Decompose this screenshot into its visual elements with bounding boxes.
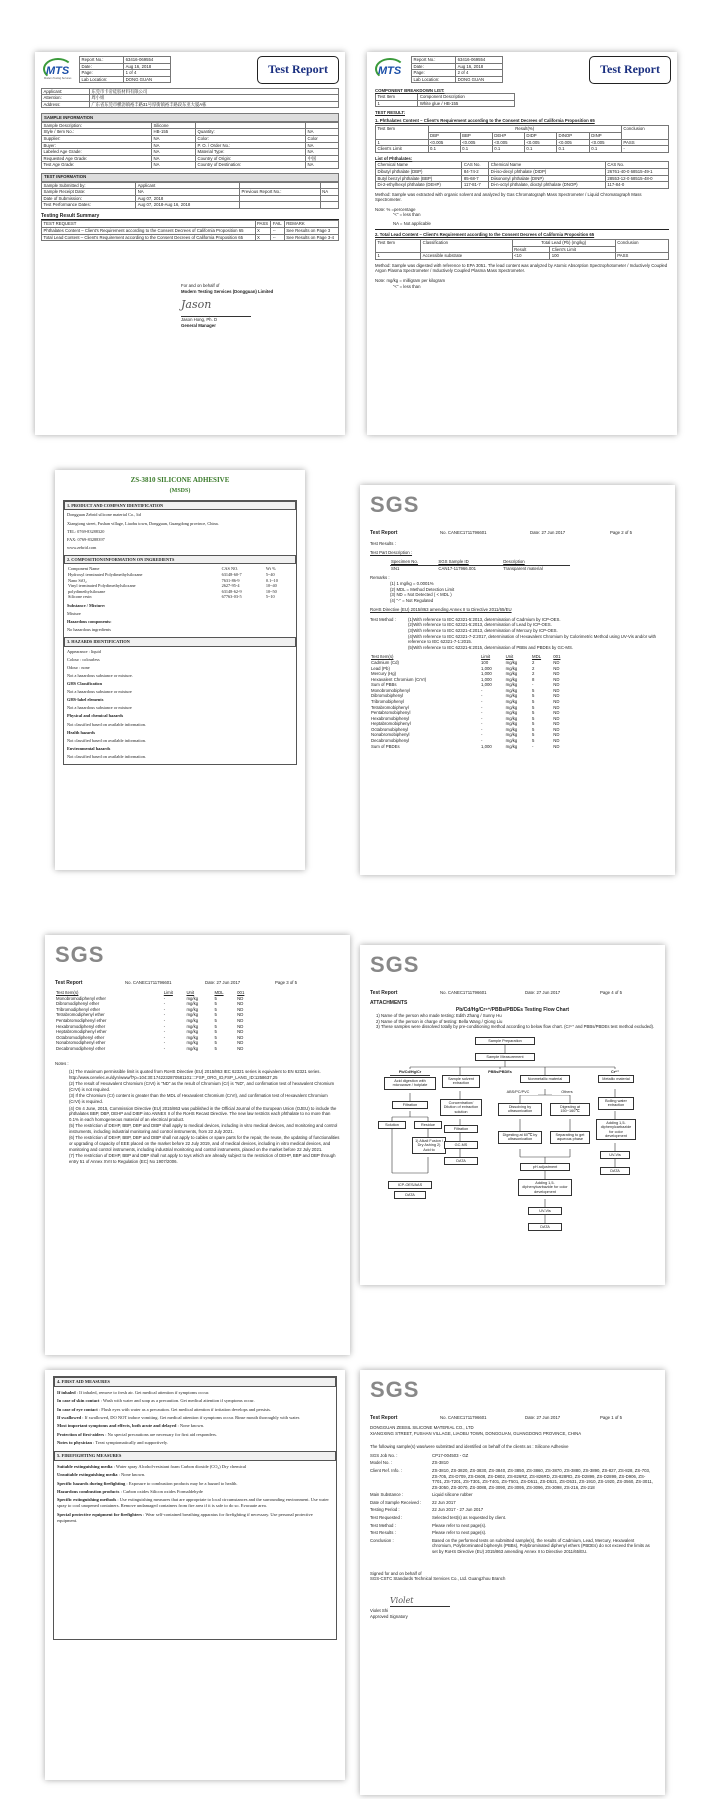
table-row: Tribromodiphenyl ether - mg/kg 5 ND bbox=[56, 1006, 244, 1012]
table-row: Monobromodiphenyl ether - mg/kg 5 ND bbox=[56, 995, 244, 1001]
text-line: (1)With reference to IEC 62321-5:2013, determination of Cadmium by ICP-OES. bbox=[408, 616, 561, 622]
table-row: Buyer: NA P. O. / Order No.: NA bbox=[42, 142, 339, 149]
phthalate-list-heading: List of Phthalates: bbox=[375, 155, 413, 161]
table-row: Style / Item No.: HB-155 Quantity: NA bbox=[42, 129, 339, 136]
table-row: Sample Receipt Date: NA Previous Report No.: NA bbox=[42, 189, 339, 196]
table-row: Report No.: 63416-069554 bbox=[80, 57, 171, 64]
note-item: (3) If the Chromium (Cr) content is greater than the MDL of Hexavalent Chromium (CrVI), and confirmation test of Hexavalent Chromium (CrVI) is required. bbox=[69, 1093, 328, 1104]
note-1: Note: % =percentage bbox=[375, 206, 416, 212]
measure-item: Unsuitable extinguishing media : None known. bbox=[57, 1472, 146, 1478]
info-row: Main Substance : Liquid silicone rubber bbox=[370, 1492, 473, 1498]
signer-name: Jason Hong, Ph. D bbox=[181, 316, 251, 323]
phthalates-heading: 1. Phthalates Content – Client's Requirement according to the Consent Decrees of California Proposition 65 bbox=[375, 117, 595, 123]
test-result-heading: TEST RESULT: bbox=[375, 110, 405, 116]
table-row: Monobromobiphenyl - mg/kg 5 ND bbox=[371, 687, 560, 693]
measure-item: Suitable extinguishing media : Water spray Alcohol-resistant foam Carbon dioxide (CO₂) Dry chemical bbox=[57, 1464, 247, 1470]
measure-item: Specific hazards during firefighting : Exposure to combustion products may be a hazard to health. bbox=[57, 1480, 238, 1486]
testing-flow-chart: Sample Preparation Sample Measurement Pb/Cd/Hg/Cr PBBs/PBDEs Cr⁶⁺ Acid digestion with microwave / hotplate Filtration Solution Residue 1) Alkali Fusion / Dry Ashing 2) Acid to ICP-OES/AAS DATA Sample solvent extraction Concentration/ Dilution of extraction solution Filtration GC-MS DATA Nonmetallic material ABS/PC/PVC Others Dissolving by ultrasonication Digesting at 150~160℃ Digesting at 60℃ by ultrasonication Separating to get aqueous phase pH adjustment Adding 1,5-diphenylcarbazide for color development UV-Vis DATA Metallic material Boiling water extraction Adding 1,5-diphenylcarbazide for color development UV-Vis DATA bbox=[370, 1033, 655, 1273]
table-row: Date: Aug 16, 2018 bbox=[412, 63, 503, 70]
signature-image: Jason bbox=[181, 298, 212, 312]
table-row: Nonabromodiphenyl ether - mg/kg 5 ND bbox=[56, 1040, 244, 1046]
info-row: SGS Job No. : CP17-004503 - GZ bbox=[370, 1452, 469, 1458]
table-row: Test Age Grade: NA Country of Destination: NA bbox=[42, 162, 339, 169]
measure-item: Specific extinguishing methods : Use extinguishing measures that are appropriate to local circumstances and the surrounding environment. Use water spray to cool unopened containers. Remove undamaged containers from fire area if it is safe to do so. Evacuate area. bbox=[57, 1497, 329, 1509]
lead-heading: 2. Total Lead Content – Client's Requirement according to the Consent Decrees of California Proposition 65 bbox=[375, 231, 595, 237]
table-row: Cadmium (Cd) 100 mg/kg 2 ND bbox=[371, 659, 560, 665]
sgs-report-page-1: SGS Test Report No. CANEC1711796601 Date: 27 Jun 2017 Page 1 of 5 DONGGUAN ZEBSIL SILICONE MATERIAL CO., LTD XIANGXING STREET, FUSHAN VILLAGE, LIAOBU TOWN, DONGGUAN, GUANGDONG PROVINCE, CHINA The following sample(s) was/were submitted and identified on behalf of the clients as : Silicone Adhesive SGS Job No. : CP17-004503 - GZ Model No. : ZS-3810 Client Ref. Info. : ZS-3810, ZS-3820, ZS-3830, ZS-3840, ZS-3850, ZS-3860, ZS-3870, ZS-3880, ZS-3890, ZS-827, ZS-828, ZS-703, ZS-705, ZS-D709, ZS-D608, ZS-D802, ZS-826RZ, ZS-826RD, ZS-828RD, ZS-D2899, ZS-D2899, ZS-D906, ZS-T701, ZS-T201, ZS-T301, ZS-T401, ZS-T501, ZS-D511, ZS-D521, ZS-D531, ZS-1910, ZS-1920, ZS-3560, ZS-3011, ZS-3050, ZS-3070, ZS-3088, ZS-3090, ZS-3095, ZS-3096, ZS-3098, ZS-216, ZS-218 Main Substance : Liquid silicone rubber Date of Sample Received : 22 Jun 2017 Testing Period : 22 Jun 2017 - 27 Jun 2017 Test Requested : Selected test(s) as requested by client. Test Method : Please refer to next page(s). Test Results : Please refer to next page(s). Conclusion : Based on the performed tests on submitted sample(s), the results of Cadmium, Lead, Mercury, Hexavalent chromium, Polybrominated biphenyls (PBBs), Polybrominated diphenyl ethers (PBDEs) do not exceed the limits as set by RoHS Directive (EU) 2015/863 amending Annex II to Directive 2011/65/EU. Signed for and on behalf of SGS-CSTC Standards Technical Services Co., Ltd. Guangzhou Branch Violet Violet Shi Approved Signatory bbox=[360, 1370, 665, 1795]
table-row: Pentabromobiphenyl - mg/kg 5 ND bbox=[371, 710, 560, 716]
fc-sample-measurement: Sample Measurement bbox=[475, 1053, 535, 1061]
rohs-results-table: Test Item(s) Limit Unit MDL 001 Cadmium (Cd) 100 mg/kg 2 ND Lead (Pb) 1,000 mg/kg 2 ND Mercury (Hg) 1,000 mg/kg 2 ND Hexavalent Chromium (CrVI) 1,000 mg/kg 8 ND Sum of PBBs 1,000 mg/kg - ND Monobromobiphenyl - mg/kg 5 ND Dibromobiphenyl - mg/kg 5 ND Tribromobiphenyl - mg/kg 5 ND Tetrabromobiphenyl - mg/kg 5 ND Pentabromobiphenyl - mg/kg 5 ND Hexabromobiphenyl - mg/kg 5 ND Heptabromobiphenyl - mg/kg 5 ND Octabromobiphenyl - mg/kg 5 ND Nonabromobiphenyl - mg/kg 5 ND Decabromobiphenyl - mg/kg 5 ND Sum of PBDEs 1,000 mg/kg - ND bbox=[370, 654, 570, 749]
text-line: (3)With reference to IEC 62321-4:2013, determination of Mercury by ICP-OES. bbox=[408, 628, 558, 634]
sgs-logo: SGS bbox=[370, 492, 420, 517]
on-behalf: For and on behalf of bbox=[181, 283, 220, 289]
table-row: Octabromodiphenyl ether - mg/kg 5 ND bbox=[56, 1034, 244, 1040]
table-row: Sample Submitted by: Applicant bbox=[42, 182, 339, 189]
client-address: XIANGXING STREET, FUSHAN VILLAGE, LIAOBU TOWN, DONGGUAN, GUANGDONG PROVINCE, CHINA bbox=[370, 1430, 582, 1436]
info-row: Test Results : Please refer to next page(s). bbox=[370, 1530, 487, 1536]
measure-item: Most important symptoms and effects, both acute and delayed : None known. bbox=[57, 1423, 205, 1429]
table-row: polydimethylsiloxane 63148-62-9 10~50 bbox=[68, 588, 277, 594]
table-row: Hydroxyl terminated Polydimethylsiloxane 63148-60-7 5~40 bbox=[68, 572, 275, 578]
table-row: Hexabromodiphenyl ether - mg/kg 5 ND bbox=[56, 1023, 244, 1029]
sgs-report-page-4: SGS Test Report No. CANEC1711796601 Date: 27 Jun 2017 Page 4 of 5 ATTACHMENTS Pb/Cd/Hg/Cr⁶⁺/PBBs/PBDEs Testing Flow Chart 1) Name of the person who made testing: Edith Zhang / Sunny Hu 2) Name of the person in charge of testing: Bella Wang / Qiong Liu 3) These samples were dissolved totally by pre-conditioning method according to below flow chart. (Cr⁶⁺ and PBBs/PBDEs test method excluded). Sample Preparation Sample Measurement Pb/Cd/Hg/Cr PBBs/PBDEs Cr⁶⁺ Acid digestion with microwave / hotplate Filtration Solution Residue 1) Alkali Fusion / Dry Ashing 2) Acid to ICP-OES/AAS DATA Sample solvent extraction Concentration/ Dilution of extraction solution Filtration GC-MS DATA Nonmetallic material ABS/PC/PVC Others Dissolving by ultrasonication Digesting at 150~160℃ Digesting at 60℃ by ultrasonication Separating to get aqueous phase pH adjustment Adding 1,5-diphenylcarbazide for color development UV-Vis DATA Metallic material Boiling water extraction Adding 1,5-diphenylcarbazide for color development UV-Vis DATA bbox=[360, 945, 665, 1285]
table-row: Di-2-ethylhexyl phthalate (DEHP) 117-81-7 Di-n-octyl phthalate, dioctyl phthalate (DNOP) 117-84-0 bbox=[376, 182, 669, 189]
component-list-heading: COMPONENT BREAKDOWN LIST: bbox=[375, 87, 445, 93]
table-row: Tetrabromobiphenyl - mg/kg 5 ND bbox=[371, 704, 560, 710]
applicant-table bbox=[41, 88, 339, 109]
info-row: Conclusion : Based on the performed tests on submitted sample(s), the results of Cadmium, Lead, Mercury, Hexavalent chromium, Polybrominated biphenyls (PBBs), Polybrominated diphenyl ethers (PBDEs) do not exceed the limits as set by RoHS Directive (EU) 2015/863 amending Annex II to Directive 2011/65/EU. bbox=[370, 1537, 650, 1554]
sgs-logo: SGS bbox=[370, 952, 420, 977]
method-1: Method: Sample was extracted with organic solvent and analyzed by Gas Chromatograph Mass Spectrometer / Liquid Chromatograph Mass Spectrometer. bbox=[375, 191, 642, 203]
client-name: DONGGUAN ZEBSIL SILICONE MATERIAL CO., LTD bbox=[370, 1425, 474, 1431]
sgs-report-page-2: SGS Test Report No. CANEC1711796601 Date: 27 Jun 2017 Page 2 of 5 Test Results : Test Part Description : Specimen No. SGS Sample ID Description SN1 CAN17-117966.001 Transparent material Remarks : (1) 1 mg/kg = 0.0001% (2) MDL = Method Detection Limit (3) ND = Not Detected ( < MDL ) (4) "-" = Not Regulated RoHS Directive (EU) 2015/863 amending Annex II to Directive 2011/65/EU Test Method : (1)With reference to IEC 62321-5:2013, determination of Cadmium by ICP-OES. (2)With reference to IEC 62321-5:2013, determination of Lead by ICP-OES. (3)With reference to IEC 62321-4:2013, determination of Mercury by ICP-OES. (4)With reference to IEC 62321-7-2:2017, determination of Hexavalent Chromium by Colorimetric Method using UV-Vis and/or with reference to IEC 62321-7-1:2015. (5)With reference to IEC 62321-6:2015, determination of PBBs and PBDEs by GC-MS. Test Item(s) Limit Unit MDL 001 Cadmium (Cd) 100 mg/kg 2 ND Lead (Pb) 1,000 mg/kg 2 ND Mercury (Hg) 1,000 mg/kg 2 ND Hexavalent Chromium (CrVI) 1,000 mg/kg 8 ND Sum of PBBs 1,000 mg/kg - ND Monobromobiphenyl - mg/kg 5 ND Dibromobiphenyl - mg/kg 5 ND Tribromobiphenyl - mg/kg 5 ND Tetrabromobiphenyl - mg/kg 5 ND Pentabromobiphenyl - mg/kg 5 ND Hexabromobiphenyl - mg/kg 5 ND Heptabromobiphenyl - mg/kg 5 ND Octabromobiphenyl - mg/kg 5 ND Nonabromobiphenyl - mg/kg 5 ND Decabromobiphenyl - mg/kg 5 ND Sum of PBDEs 1,000 mg/kg - ND bbox=[360, 485, 675, 875]
measure-item: In case of eye contact : Flush eyes with water as a precaution. Get medical attention if irritation develops and persists. bbox=[57, 1406, 271, 1412]
table-row: Date of Submission: Aug 07, 2018 bbox=[42, 195, 339, 202]
table-row: Phthalates Content – Client's Requirement according to the Consent Decrees of California Proposition 65 X -- See Results on Page 3 bbox=[42, 227, 339, 234]
table-row: Vinyl terminated Polydimethylsiloxane 2627-95-4 10~40 bbox=[68, 583, 277, 589]
section-4-heading: 4. FIRST AID MEASURES bbox=[54, 1377, 336, 1387]
report-title: Test Report bbox=[589, 56, 671, 84]
report-title: Test Report bbox=[257, 56, 339, 84]
measure-item: Notes to physician : Treat symptomatically and supportively. bbox=[57, 1439, 168, 1445]
summary-table: TEST REQUEST PASS FAIL REMARK Phthalates Content – Client's Requirement according to the Consent Decrees of California Proposition 65 X -- See Results on Page 3 Total Lead Content – Client's Requirement according to the Consent Decrees of California Proposition 65 X -- See Results on Page 3-4 bbox=[41, 220, 339, 241]
table-row: Labeled Age Grade: NA Material Type: NA bbox=[42, 149, 339, 156]
table-row: Butyl benzyl phthalate (BBP) 85-68-7 Diisononyl phthalate (DINP) 28553-12-0 68515-48-0 bbox=[376, 175, 669, 182]
table-row: Page: 1 of 4 bbox=[80, 70, 171, 77]
table-row: Address: 广东省东莞市横沥镇裕丰路31号厚街镇裕丰路段东亚大厦A栋 bbox=[42, 101, 339, 108]
composition-table: Component Name CAS NO. Wt % Hydroxyl terminated Polydimethylsiloxane 63148-60-7 5~40 Nano SiO₂ 7631-86-9 0.1~10 Vinyl terminated Polydimethylsiloxane 2627-95-4 10~40 polydimethylsiloxane 63148-62-9 10~50 Silicone resin 67763-03-5 5~10 bbox=[67, 566, 293, 599]
mts-report-page-1 bbox=[35, 52, 345, 435]
msds-page-1: ZS-3810 SILICONE ADHESIVE (MSDS) 1. PRODUCT AND COMPANY IDENTIFICATION Dongguan Zebrid silicone material Co., ltd Xiangtong street, Fushan village, Liaobu town, Dongguan, Guangdong province, China. TEL: 0769-83288320 FAX: 0769-83288397 www.zebrid.com 2. COMPOSITION/INFORMATION ON INGREDIENTS Component Name CAS NO. Wt % Hydroxyl terminated Polydimethylsiloxane 63148-60-7 5~40 Nano SiO₂ 7631-86-9 0.1~10 Vinyl terminated Polydimethylsiloxane 2627-95-4 10~40 polydimethylsiloxane 63148-62-9 10~50 Silicone resin 67763-03-5 5~10 Substance / Mixture: Mixture Hazardous components: No hazardous ingredients 3. HAZARDS IDENTIFICATION Appearance : liquid Colour : colourless Odour : none Not a hazardous substance or mixture. GHS Classification Not a hazardous substance or mixture GHS-label elements Not a hazardous substance or mixture Physical and chemical hazards Not classified based on available information. Health hazards Not classified based on available information. Environmental hazards Not classified based on available information. bbox=[55, 470, 305, 870]
table-row: Silicone resin 67763-03-5 5~10 bbox=[68, 594, 275, 600]
note-item: (6) The restriction of DEHP, BBP, DBP and DIBP shall not apply to cables or spare parts for the repair, the reuse, the updating of functionalities or upgrading of capacity of EEE placed on the market before 22 July 2019, and of medical devices, including in vitro medical devices, and monitoring and control instruments, including industrial monitoring and control instruments, placed on the market before 22 July 2021. bbox=[69, 1135, 340, 1152]
test-info-heading: TEST INFORMATION bbox=[41, 173, 339, 182]
text-line: (2)With reference to IEC 62321-5:2013, determination of Lead by ICP-OES. bbox=[408, 622, 552, 628]
note-item: (2) The result of Hexavalent Chromium (CrVI) is "ND" as the result of Chromium (Cr) is "ND", and confirmation test of hexavalent Chromium (CrVI) is not required. bbox=[69, 1081, 335, 1092]
test-info-table bbox=[41, 182, 339, 209]
section-5-heading: 5. FIREFIGHTING MEASURES bbox=[54, 1451, 336, 1461]
measure-item: If swallowed : If swallowed, DO NOT induce vomiting. Get medical attention if symptoms occur. Rinse mouth thoroughly with water. bbox=[57, 1414, 301, 1420]
note-item: (5) The restriction of DEHP, BBP, DBP and DIBP shall apply to medical devices, including in vitro medical devices, and monitoring and control instruments, including industrial monitoring and control instruments, from 22 July 2021. bbox=[69, 1123, 338, 1134]
table-row: Tetrabromodiphenyl ether - mg/kg 5 ND bbox=[56, 1012, 244, 1018]
table-row: Dibromodiphenyl ether - mg/kg 5 ND bbox=[56, 1001, 244, 1007]
table-row: Lab Location: DONG GUAN bbox=[412, 76, 503, 83]
lead-table: Test Item Classification Total Lead (Pb) (mg/kg) Conclusion Result Client's Limit 1 Accessible substrate <10 100 PASS bbox=[375, 239, 669, 260]
msds-subtitle: (MSDS) bbox=[169, 488, 191, 495]
measure-item: Hazardous combustion products : Carbon oxides Silicon oxides Formaldehyde bbox=[57, 1489, 203, 1495]
attachments-heading: ATTACHMENTS bbox=[370, 1000, 408, 1007]
table-row: Nano SiO₂ 7631-86-9 0.1~10 bbox=[68, 577, 278, 583]
table-row: Report No.: 63416-069554 bbox=[412, 57, 503, 64]
note-item: (1) The maximum permissible limit is quoted from RoHS Directive (EU) 2015/863 IEC 62321 series is equivalent to EN 62321 series. http://www.cenelec.eu/dyn/www/f?p=104:30:1742232870581101::::FSP_ORG_ID,FSP_LANG_ID:1258637,25 bbox=[69, 1069, 321, 1080]
table-row: Decabromobiphenyl - mg/kg 5 ND bbox=[371, 738, 560, 744]
fc-sample-preparation: Sample Preparation bbox=[475, 1037, 535, 1045]
table-row: Octabromobiphenyl - mg/kg 5 ND bbox=[371, 726, 560, 732]
table-row: Decabromodiphenyl ether - mg/kg 5 ND bbox=[56, 1045, 244, 1051]
text-line: (5)With reference to IEC 62321-6:2015, determination of PBBs and PBDEs by GC-MS. bbox=[408, 644, 574, 650]
table-row: Sum of PBDEs 1,000 mg/kg - ND bbox=[371, 743, 560, 749]
table-row: Requested Age Grade: NA Country of Origin: 中国 bbox=[42, 155, 339, 162]
table-row: Applicant: 东莞市卡帝硅胶材料有限公司 bbox=[42, 88, 339, 95]
measure-item: Protection of first-aiders : No special precautions are necessary for first aid responders. bbox=[57, 1431, 217, 1437]
report-header-table bbox=[411, 56, 503, 83]
table-row: Sample Description: Silicone bbox=[42, 122, 339, 129]
section-1-heading: 1. PRODUCT AND COMPANY IDENTIFICATION bbox=[64, 501, 296, 511]
rohs-heading: RoHS Directive (EU) 2015/863 amending Annex II to Directive 2011/65/EU bbox=[370, 607, 512, 613]
info-row: Date of Sample Received : 22 Jun 2017 bbox=[370, 1499, 456, 1505]
measure-item: In case of skin contact : Wash with water and soap as a precaution. Get medical attention if symptoms occur. bbox=[57, 1398, 255, 1404]
note-item: (4) On 4 June, 2015, Commission Directive (EU) 2015/863 was published in the Official Journal of the European Union (OJEU) to include the phthalates BBP, DBP, DEHP and DIBP into ANNEX II of the RoHS Recast Directive. The new law restricts each phthalate to no more than 0.1% in each homogeneous material of an electrical product. bbox=[69, 1105, 337, 1122]
table-row: Test Performance Dates: Aug 07, 2018-Aug 16, 2018 bbox=[42, 202, 339, 209]
table-row: Hexabromobiphenyl - mg/kg 5 ND bbox=[371, 715, 560, 721]
msds-title: ZS-3810 SILICONE ADHESIVE bbox=[130, 476, 230, 484]
mts-report-page-2: MTS Report No.: 63416-069554 Date: Aug 16, 2018 Page: 2 of 4 Lab Location: DONG GUAN Test Report COMPONENT BREAKDOWN LIST: Test Item Component Description 1 White glue / HB-155 TEST RESULT: 1. Phthalates Content – Client's Requirement according to the Consent Decrees of California Proposition 65 Test Item Result(%) Conclusion DBP BBP DEHP DIDP DINOP DINP 1 <0.005 <0.005 <0.005 <0.005 <0.005 <0.005 PASS Client's Limit 0.1 0.1 0.1 0.1 0.1 0.1 - List of Phthalates: Chemical Name CAS No. Chemical Name CAS No. Dibutyl phthalate (DBP) 84-74-2 Di-iso-decyl phthalate (DIDP) 26761-40-0 68515-49-1 Butyl benzyl phthalate (BBP) 85-68-7 Diisononyl phthalate (DINP) 28553-12-0 68515-48-0 Di-2-ethylhexyl phthalate (DEHP) 117-81-7 Di-n-octyl phthalate, dioctyl phthalate (DNOP) 117-84-0 Method: Sample was extracted with organic solvent and analyzed by Gas Chromatograph Mass Spectrometer / Liquid Chromatograph Mass Spectrometer. Note: % =percentage “<” = less than NA = Not applicable 2. Total Lead Content – Client's Requirement according to the Consent Decrees of California Proposition 65 Test Item Classification Total Lead (Pb) (mg/kg) Conclusion Result Client's Limit 1 Accessible substrate <10 100 PASS Method: Sample was digested with reference to EPA 3051. The lead content was analyzed by Atomic Absorption Spectrophotometer / Inductively Coupled Argon Plasma Spectrometer / Inductively Coupled Plasma Mass Spectrometer. Note: mg/kg = milligram per kilogram “<” = less than bbox=[367, 52, 677, 435]
section-2-heading: 2. COMPOSITION/INFORMATION ON INGREDIENTS bbox=[64, 555, 296, 565]
phthalates-table: Test Item Result(%) Conclusion DBP BBP DEHP DIDP DINOP DINP 1 <0.005 <0.005 <0.005 <0.005 <0.005 <0.005 PASS Client's Limit 0.1 0.1 0.1 0.1 0.1 0.1 - bbox=[375, 125, 669, 152]
table-row: Hexavalent Chromium (CrVI) 1,000 mg/kg 8 ND bbox=[371, 676, 560, 682]
summary-heading: Testing Result Summary bbox=[41, 213, 339, 221]
table-row: Total Lead Content – Client's Requirement according to the Consent Decrees of California Proposition 65 X -- See Results on Page 3-4 bbox=[42, 234, 339, 241]
mts-logo: MTS Modern Testing Services bbox=[41, 57, 75, 83]
method-2: Method: Sample was digested with reference to EPA 3051. The lead content was analyzed by Atomic Absorption Spectrophotometer / Inductively Coupled Argon Plasma Spectrometer / Inductively Coupled Plasma Mass Spectrometer. bbox=[375, 262, 668, 274]
msds-page-2 bbox=[45, 1370, 345, 1780]
info-row: Test Method : Please refer to next page(s). bbox=[370, 1522, 487, 1528]
info-row: Model No. : ZS-3810 bbox=[370, 1460, 449, 1466]
specimen-table: Specimen No. SGS Sample ID Description SN1 CAN17-117966.001 Transparent material bbox=[390, 559, 570, 571]
info-row: Client Ref. Info. : ZS-3810, ZS-3820, ZS-3830, ZS-3840, ZS-3850, ZS-3860, ZS-3870, ZS-3880, ZS-3890, ZS-827, ZS-828, ZS-703, ZS-705, ZS-D709, ZS-D608, ZS-D802, ZS-826RZ, ZS-826RD, ZS-828RD, ZS-D2899, ZS-D2899, ZS-D906, ZS-T701, ZS-T201, ZS-T301, ZS-T401, ZS-T501, ZS-D511, ZS-D521, ZS-D531, ZS-1910, ZS-1920, ZS-3560, ZS-3011, ZS-3050, ZS-3070, ZS-3088, ZS-3090, ZS-3095, ZS-3096, ZS-3098, ZS-216, ZS-218 bbox=[370, 1467, 653, 1490]
table-row: Lab Location: DONG GUAN bbox=[80, 76, 171, 83]
phthalate-list-table: Chemical Name CAS No. Chemical Name CAS No. Dibutyl phthalate (DBP) 84-74-2 Di-iso-decyl phthalate (DIDP) 26761-40-0 68515-49-1 Butyl benzyl phthalate (BBP) 85-68-7 Diisononyl phthalate (DINP) 28553-12-0 68515-48-0 Di-2-ethylhexyl phthalate (DEHP) 117-81-7 Di-n-octyl phthalate, dioctyl phthalate (DNOP) 117-84-0 bbox=[375, 161, 669, 188]
mts-logo: MTS bbox=[373, 57, 407, 83]
sample-info-table bbox=[41, 122, 339, 169]
sample-info-heading: SAMPLE INFORMATION bbox=[41, 113, 339, 122]
table-row: Heptabromobiphenyl - mg/kg 5 ND bbox=[371, 721, 560, 727]
table-row: Page: 2 of 4 bbox=[412, 70, 503, 77]
table-row: Mercury (Hg) 1,000 mg/kg 2 ND bbox=[371, 671, 560, 677]
flowchart-title: Pb/Cd/Hg/Cr⁶⁺/PBBs/PBDEs Testing Flow Chart bbox=[455, 1006, 570, 1013]
table-row: Dibromobiphenyl - mg/kg 5 ND bbox=[371, 693, 560, 699]
component-table: Test Item Component Description 1 White glue / HB-155 bbox=[375, 93, 515, 107]
note-item: (7) The restriction of DEHP, BBP and DBP shall not apply to toys which are already subject to the restriction of DEHP, BBP and DBP through entry 51 of Annex XVII to Regulation (EC) No 1907/2006. bbox=[69, 1153, 336, 1164]
company-name: Modern Testing Services (Dongguan) Limited bbox=[181, 288, 274, 294]
table-row: Heptabromodiphenyl ether - mg/kg 5 ND bbox=[56, 1029, 244, 1035]
table-row: Lead (Pb) 1,000 mg/kg 2 ND bbox=[371, 665, 560, 671]
info-row: Testing Period : 22 Jun 2017 - 27 Jun 2017 bbox=[370, 1507, 484, 1513]
measure-item: Special protective equipment for firefighters : Wear self-contained breathing apparatus for firefighting if necessary. Use personal protective equipment. bbox=[57, 1511, 313, 1523]
table-row: Date: Aug 16, 2018 bbox=[80, 63, 171, 70]
table-row: Tribromobiphenyl - mg/kg 5 ND bbox=[371, 698, 560, 704]
measure-item: If inhaled : If inhaled, remove to fresh air. Get medical attention if symptoms occur. bbox=[57, 1389, 210, 1395]
info-row: Test Requested : Selected test(s) as requested by client. bbox=[370, 1515, 507, 1521]
table-row: Sum of PBBs 1,000 mg/kg - ND bbox=[371, 682, 560, 688]
sgs-logo: SGS bbox=[370, 1377, 420, 1402]
sgs-logo: SGS bbox=[55, 942, 105, 967]
table-row: Attention: 周小姐 bbox=[42, 95, 339, 102]
signer-title: General Manager bbox=[181, 322, 216, 328]
table-row: Dibutyl phthalate (DBP) 84-74-2 Di-iso-decyl phthalate (DIDP) 26761-40-0 68515-49-1 bbox=[376, 168, 669, 175]
table-row: Nonabromobiphenyl - mg/kg 5 ND bbox=[371, 732, 560, 738]
report-header-table bbox=[79, 56, 171, 83]
signature-image: Violet bbox=[390, 1596, 450, 1607]
table-row: Supplier: NA Color: Color bbox=[42, 136, 339, 143]
text-line: (4)With reference to IEC 62321-7-2:2017, determination of Hexavalent Chromium by Colorimetric Method using UV-Vis and/or with reference to IEC 62321-7-1:2015. bbox=[408, 633, 657, 645]
section-3-heading: 3. HAZARDS IDENTIFICATION bbox=[64, 637, 296, 647]
pbde-results-table: Test Item(s) Limit Unit MDL 001 Monobromodiphenyl ether - mg/kg 5 ND Dibromodiphenyl ether - mg/kg 5 ND Tribromodiphenyl ether - mg/kg 5 ND Tetrabromodiphenyl ether - mg/kg 5 ND Pentabromodiphenyl ether - mg/kg 5 ND Hexabromodiphenyl ether - mg/kg 5 ND Heptabromodiphenyl ether - mg/kg 5 ND Octabromodiphenyl ether - mg/kg 5 ND Nonabromodiphenyl ether - mg/kg 5 ND Decabromodiphenyl ether - mg/kg 5 ND bbox=[55, 990, 255, 1051]
sgs-report-page-3: SGS Test Report No. CANEC1711796601 Date: 27 Jun 2017 Page 3 of 5 Test Item(s) Limit Unit MDL 001 Monobromodiphenyl ether - mg/kg 5 ND Dibromodiphenyl ether - mg/kg 5 ND Tribromodiphenyl ether - mg/kg 5 ND Tetrabromodiphenyl ether - mg/kg 5 ND Pentabromodiphenyl ether - mg/kg 5 ND Hexabromodiphenyl ether - mg/kg 5 ND Heptabromodiphenyl ether - mg/kg 5 ND Octabromodiphenyl ether - mg/kg 5 ND Nonabromodiphenyl ether - mg/kg 5 ND Decabromodiphenyl ether - mg/kg 5 ND Notes : (1) The maximum permissible limit is quoted from RoHS Directive (EU) 2015/863 IEC 62321 series is equivalent to EN 62321 series. http://www.cenelec.eu/dyn/www/f?p=104:30:1742232870581101::::FSP_ORG_ID,FSP_LANG_ID:1258637,25 (2) The result of Hexavalent Chromium (CrVI) is "ND" as the result of Chromium (Cr) is "ND", and confirmation test of hexavalent Chromium (CrVI) is not required. (3) If the Chromium (Cr) content is greater than the MDL of Hexavalent Chromium (CrVI), and confirmation test of Hexavalent Chromium (CrVI) is required. (4) On 4 June, 2015, Commission Directive (EU) 2015/863 was published in the Official Journal of the European Union (OJEU) to include the phthalates BBP, DBP, DEHP and DIBP into ANNEX II of the RoHS Recast Directive. The new law restricts each phthalate to no more than 0.1% in each homogeneous material of an electrical product. (5) The restriction of DEHP, BBP, DBP and DIBP shall apply to medical devices, including in vitro medical devices, and monitoring and control instruments, including industrial monitoring and control instruments, from 22 July 2021. (6) The restriction of DEHP, BBP, DBP and DIBP shall not apply to cables or spare parts for the repair, the reuse, the updating of functionalities or upgrading of capacity of EEE placed on the market before 22 July 2019, and of medical devices, including in vitro medical devices, and monitoring and control instruments, including industrial monitoring and control instruments, placed on the market before 22 July 2021. (7) The restriction of DEHP, BBP and DBP shall not apply to toys which are already subject to the restriction of DEHP, BBP and DBP through entry 51 of Annex XVII to Regulation (EC) No 1907/2006. bbox=[45, 935, 350, 1355]
table-row: Pentabromodiphenyl ether - mg/kg 5 ND bbox=[56, 1017, 244, 1023]
